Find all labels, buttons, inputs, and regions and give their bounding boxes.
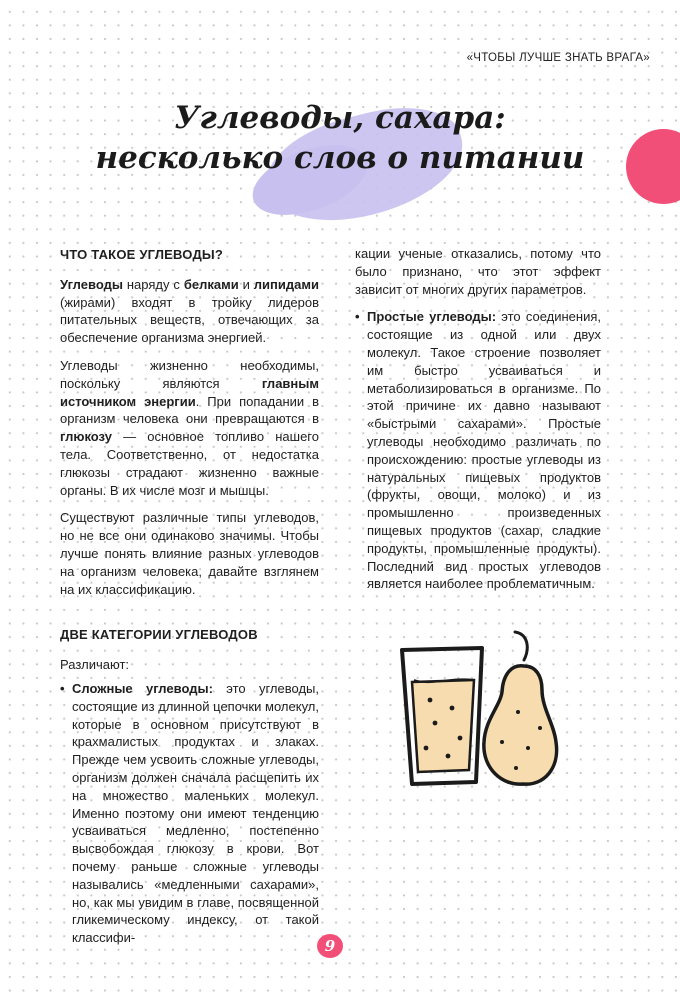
list-item-complex-carbs — [60, 680, 319, 947]
section-heading-what-are-carbs: ЧТО ТАКОЕ УГЛЕВОДЫ? — [60, 247, 223, 262]
bold-term: белками — [183, 276, 239, 292]
bold-term: Сложные углеводы: — [72, 680, 213, 696]
bold-term: главным источником энергии — [60, 375, 319, 409]
text-run: это соединения, состоящие из одной или двух молекул. Такое строение позволяет им быстро усваиваться и метаболизироваться в организме. По этой причине их давно называют «быстрыми сахарами». Простые углеводы необходимо различать по происхождению: простые углеводы из натуральных пищевых продуктов (фрукты, овощи, молоко) и из промышленно произведенных пищевых продуктов (сахар, сладкие продукты, промышленные продукты). Последний вид простых углеводов является наиболее проблематичным. — [367, 309, 601, 592]
text-run: наряду с — [122, 276, 184, 292]
bold-term: глюкозу — [60, 429, 112, 445]
text-run: — основное топливо нашего тела. Соответственно, от недостатка глюкозы страдают жизненно важные органы. В их числе мозг и мышцы. — [60, 429, 319, 498]
right-column — [355, 245, 601, 603]
page-title-line-1: Углеводы, сахара: — [174, 100, 506, 136]
text-run: Углеводы жизненно необходимы, поскольку являются — [60, 357, 319, 391]
text-run: (жирами) входят в тройку лидеров питательных веществ, отвечающих за обеспечение организма энергией. — [60, 294, 319, 346]
section-heading-two-categories: ДВЕ КАТЕГОРИИ УГЛЕВОДОВ — [60, 627, 258, 643]
list-item-simple-carbs — [355, 308, 601, 593]
paragraph — [60, 276, 319, 347]
bold-term: Углеводы — [60, 276, 123, 292]
text-run: и — [238, 276, 254, 292]
page-title — [0, 98, 680, 178]
bold-term: Простые углеводы: — [367, 309, 497, 325]
paragraph-continuation: кации ученые отказались, потому что было признано, что этот эффект зависит от многих других параметров. — [355, 246, 601, 297]
page-number: 9 — [317, 934, 343, 958]
running-header: «ЧТОБЫ ЛУЧШЕ ЗНАТЬ ВРАГА» — [466, 52, 650, 64]
text-run: . При попадании в организм человека они превращаются в — [60, 393, 320, 427]
glass-and-pear-illustration — [390, 620, 570, 800]
text-run: Существуют различные типы углеводов, но не все они одинаково значимы. Чтобы лучше понять влияние разных углеводов на организм человека, давайте взглянем на их классификацию. — [60, 510, 319, 597]
paragraph — [60, 509, 319, 598]
bold-term: липидами — [253, 276, 319, 292]
page-title-line-2: несколько слов о питании — [95, 140, 585, 176]
text-run: это углеводы, состоящие из длинной цепочки молекул, которые в основном присутствуют в крахмалистых продуктах и злаках. Прежде чем усвоить сложные углеводы, организм должен сначала расщепить их на множество маленьких молекул. Именно поэтому они имеют тенденцию усваиваться медленно, постепенно высвобождая глюкозу в крови. Вот почему раньше сложные углеводы назывались «медленными сахарами», но, как мы увидим в главе, посвященной гликемическому индексу, от такой классифи- — [72, 680, 319, 946]
left-column — [60, 246, 319, 957]
intro-text: Различают: — [60, 657, 130, 673]
paragraph — [60, 357, 319, 499]
